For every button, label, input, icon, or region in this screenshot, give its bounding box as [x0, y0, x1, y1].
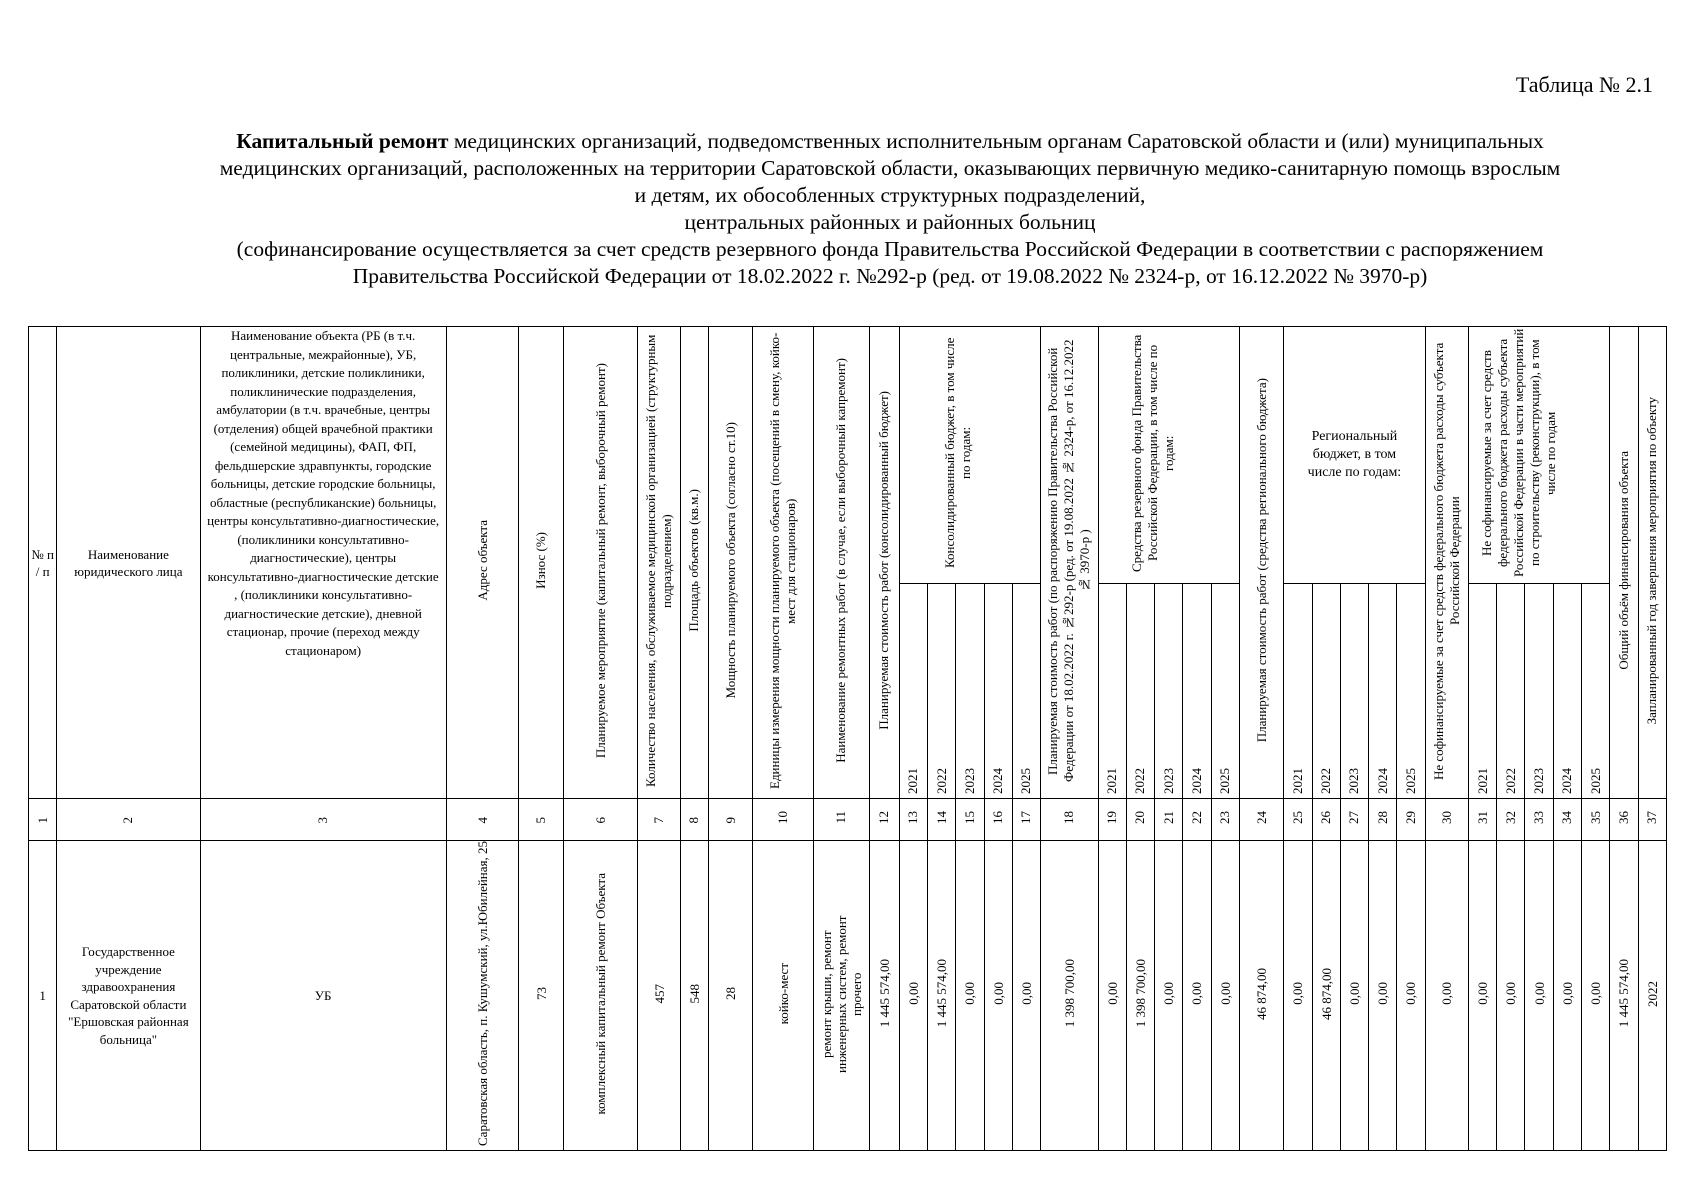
year-reg-2021: 2021 — [1284, 584, 1312, 799]
column-number-cell: 19 — [1098, 799, 1126, 841]
column-number-cell: 25 — [1284, 799, 1312, 841]
column-number-cell: 1 — [29, 799, 57, 841]
cell-completion-year: 2022 — [1638, 841, 1666, 1151]
header-org-name: Наименование юридического лица — [57, 327, 200, 799]
header-capacity-unit: Единицы измерения мощности планируемого объекта (посещений в смену, койко-мест для стационаров) — [753, 327, 814, 799]
header-cost-federal: Планируемая стоимость работ (по распоряжению Правительства Российской Федерации от 18.02.2022 г. №292-р (ред. от 19.08.2022 № 2324-р, от 16.12.2022 № 3970-р ) — [1041, 327, 1099, 799]
column-number-cell: 14 — [928, 799, 956, 841]
cell-fed-2023: 0,00 — [1155, 841, 1183, 1151]
cell-cons-2025: 0,00 — [1012, 841, 1040, 1151]
year-fed-2021: 2021 — [1098, 584, 1126, 799]
column-number-cell: 11 — [814, 799, 870, 841]
column-number-cell: 15 — [956, 799, 984, 841]
column-number-cell: 29 — [1397, 799, 1425, 841]
column-number-cell: 4 — [446, 799, 519, 841]
header-group-reserve-fund: Средства резервного фонда Правительства Российской Федерации, в том числе по годам: — [1098, 327, 1239, 584]
header-row-1 — [29, 327, 1667, 584]
year-nf-2023: 2023 — [1525, 584, 1553, 799]
header-population: Количество населения, обслуживаемое медицинской организацией (структурным подразделением) — [638, 327, 680, 799]
header-planned-event: Планируемое мероприятие (капитальный ремонт, выборочный ремонт) — [563, 327, 638, 799]
cell-event: комплексный капитальный ремонт Объекта — [563, 841, 638, 1151]
title-line-5: (софинансирование осуществляется за счет средств резервного фонда Правительства Российской Федерации в соответствии с распоряжением — [236, 237, 1544, 261]
cell-nf-2025: 0,00 — [1581, 841, 1609, 1151]
title-line-4: центральных районных и районных больниц — [684, 210, 1096, 234]
cell-org: Государственное учреждение здравоохранения Саратовской области "Ершовская районная больница" — [57, 841, 200, 1151]
year-fed-2025: 2025 — [1211, 584, 1239, 799]
column-number-cell: 27 — [1340, 799, 1368, 841]
header-total-financing: Общий объём финансирования объекта — [1610, 327, 1638, 799]
column-number-cell: 22 — [1183, 799, 1211, 841]
column-number-cell: 34 — [1553, 799, 1581, 841]
column-number-cell: 18 — [1041, 799, 1099, 841]
header-area: Площадь объектов (кв.м.) — [680, 327, 708, 799]
header-number: № п / п — [29, 327, 57, 799]
cell-fed-2022: 1 398 700,00 — [1126, 841, 1154, 1151]
column-number-cell: 33 — [1525, 799, 1553, 841]
header-non-cofinanced: Не софинансируемые за счет средств федерального бюджета расходы субъекта Российской Федерации — [1425, 327, 1468, 799]
column-number-cell: 5 — [519, 799, 563, 841]
year-nf-2025: 2025 — [1581, 584, 1609, 799]
year-nf-2022: 2022 — [1497, 584, 1525, 799]
header-works-name: Наименование ремонтных работ (в случае, если выборочный капремонт) — [814, 327, 870, 799]
cell-reg-total: 46 874,00 — [1239, 841, 1283, 1151]
document-title — [110, 128, 1670, 290]
header-address: Адрес объекта — [446, 327, 519, 799]
cell-total-financing: 1 445 574,00 — [1610, 841, 1638, 1151]
column-number-cell: 17 — [1012, 799, 1040, 841]
cell-fed-2021: 0,00 — [1098, 841, 1126, 1151]
title-line-6: Правительства Российской Федерации от 18.02.2022 г. №292-р (ред. от 19.08.2022 № 2324-р, от 16.12.2022 № 3970-р) — [352, 264, 1428, 288]
cell-reg-2025: 0,00 — [1397, 841, 1425, 1151]
cell-nf-2022: 0,00 — [1497, 841, 1525, 1151]
capital-repair-table — [28, 326, 1667, 1151]
header-wear: Износ (%) — [519, 327, 563, 799]
cell-cons-2024: 0,00 — [984, 841, 1012, 1151]
column-number-cell: 9 — [709, 799, 753, 841]
column-number-cell: 21 — [1155, 799, 1183, 841]
column-numbers-row — [29, 799, 1667, 841]
cell-nf-2021: 0,00 — [1468, 841, 1496, 1151]
title-line-1 — [110, 128, 1670, 155]
header-group-consolidated: Консолидированный бюджет, в том числе по годам: — [899, 327, 1040, 584]
cell-reg-2023: 0,00 — [1340, 841, 1368, 1151]
column-number-cell: 24 — [1239, 799, 1283, 841]
cell-reg-2024: 0,00 — [1369, 841, 1397, 1151]
cell-object: УБ — [200, 841, 446, 1151]
title-line-2: медицинских организаций, расположенных на территории Саратовской области, оказывающих первичную медико-санитарную помощь взрослым — [219, 156, 1561, 180]
column-number-cell: 20 — [1126, 799, 1154, 841]
column-number-cell: 31 — [1468, 799, 1496, 841]
year-cons-2022: 2022 — [928, 584, 956, 799]
table-number: Таблица № 2.1 — [1515, 72, 1653, 97]
cell-works: ремонт крыши, ремонт инженерных систем, ремонт прочего — [814, 841, 870, 1151]
header-object-name: Наименование объекта (РБ (в т.ч. центральные, межрайонные), УБ, поликлиники, детские поликлиники, поликлинические подразделения, амбулатории (в т.ч. врачебные, центры (отделения) общей врачебной практики (семейной медицины), ФАП, ФП, фельдшерские здравпункты, городские больницы, детские городские больницы, областные (республиканские) больницы, центры консультативно-диагностические, (поликлиники консультативно-диагностические), центры консультативно-диагностические детские , (поликлиники консультативно-диагностические детские), дневной стационар, прочие (переход между стационаром) — [200, 327, 446, 799]
cell-population: 457 — [638, 841, 680, 1151]
column-number-cell: 26 — [1312, 799, 1340, 841]
year-cons-2021: 2021 — [899, 584, 927, 799]
cell-cons-2022: 1 445 574,00 — [928, 841, 956, 1151]
cell-number: 1 — [29, 841, 57, 1151]
year-cons-2025: 2025 — [1012, 584, 1040, 799]
column-number-cell: 30 — [1425, 799, 1468, 841]
column-number-cell: 16 — [984, 799, 1012, 841]
cell-non-cofinanced: 0,00 — [1425, 841, 1468, 1151]
column-number-cell: 3 — [200, 799, 446, 841]
year-nf-2024: 2024 — [1553, 584, 1581, 799]
cell-reg-2021: 0,00 — [1284, 841, 1312, 1151]
column-number-cell: 6 — [563, 799, 638, 841]
column-number-cell: 28 — [1369, 799, 1397, 841]
year-nf-2021: 2021 — [1468, 584, 1496, 799]
header-group-regional: Региональный бюджет, в том числе по годам: — [1284, 327, 1425, 584]
column-number-cell: 10 — [753, 799, 814, 841]
title-line-3: и детям, их обособленных структурных подразделений, — [634, 183, 1146, 207]
cell-nf-2023: 0,00 — [1525, 841, 1553, 1151]
header-completion-year: Запланированный год завершения мероприятия по объекту — [1638, 327, 1666, 799]
table-row — [29, 841, 1667, 1151]
cell-unit: койко-мест — [753, 841, 814, 1151]
year-cons-2023: 2023 — [956, 584, 984, 799]
cell-cost-total: 1 445 574,00 — [869, 841, 899, 1151]
year-fed-2023: 2023 — [1155, 584, 1183, 799]
header-cost-consolidated: Планируемая стоимость работ (консолидированный бюджет) — [869, 327, 899, 799]
cell-cons-2021: 0,00 — [899, 841, 927, 1151]
cell-area: 548 — [680, 841, 708, 1151]
cell-fed-2024: 0,00 — [1183, 841, 1211, 1151]
title-bold: Капитальный ремонт — [236, 129, 449, 153]
cell-fed-total: 1 398 700,00 — [1041, 841, 1099, 1151]
cell-cons-2023: 0,00 — [956, 841, 984, 1151]
header-group-non-cofinanced: Не софинансируемые за счет средств федерального бюджета расходы субъекта Российской Федерации в части мероприятий по строительству (реконструкции), в том числе по годам — [1468, 327, 1609, 584]
title-line-1-rest: медицинских организаций, подведомственных исполнительным органам Саратовской области и (или) муниципальных — [448, 129, 1544, 153]
column-number-cell: 23 — [1211, 799, 1239, 841]
year-reg-2024: 2024 — [1369, 584, 1397, 799]
column-number-cell: 13 — [899, 799, 927, 841]
year-fed-2024: 2024 — [1183, 584, 1211, 799]
column-number-cell: 32 — [1497, 799, 1525, 841]
year-reg-2025: 2025 — [1397, 584, 1425, 799]
column-number-cell: 7 — [638, 799, 680, 841]
cell-fed-2025: 0,00 — [1211, 841, 1239, 1151]
column-number-cell: 36 — [1610, 799, 1638, 841]
column-number-cell: 37 — [1638, 799, 1666, 841]
cell-wear: 73 — [519, 841, 563, 1151]
year-fed-2022: 2022 — [1126, 584, 1154, 799]
year-cons-2024: 2024 — [984, 584, 1012, 799]
column-number-cell: 2 — [57, 799, 200, 841]
header-cost-regional: Планируемая стоимость работ (средства регионального бюджета) — [1239, 327, 1283, 799]
year-reg-2022: 2022 — [1312, 584, 1340, 799]
column-number-cell: 12 — [869, 799, 899, 841]
year-reg-2023: 2023 — [1340, 584, 1368, 799]
cell-capacity: 28 — [709, 841, 753, 1151]
column-number-cell: 8 — [680, 799, 708, 841]
cell-nf-2024: 0,00 — [1553, 841, 1581, 1151]
cell-reg-2022: 46 874,00 — [1312, 841, 1340, 1151]
header-capacity: Мощность планируемого объекта (согласно ст.10) — [709, 327, 753, 799]
cell-address: Саратовская область, п. Кушумский, ул.Юбилейная, 25 — [446, 841, 519, 1151]
column-number-cell: 35 — [1581, 799, 1609, 841]
